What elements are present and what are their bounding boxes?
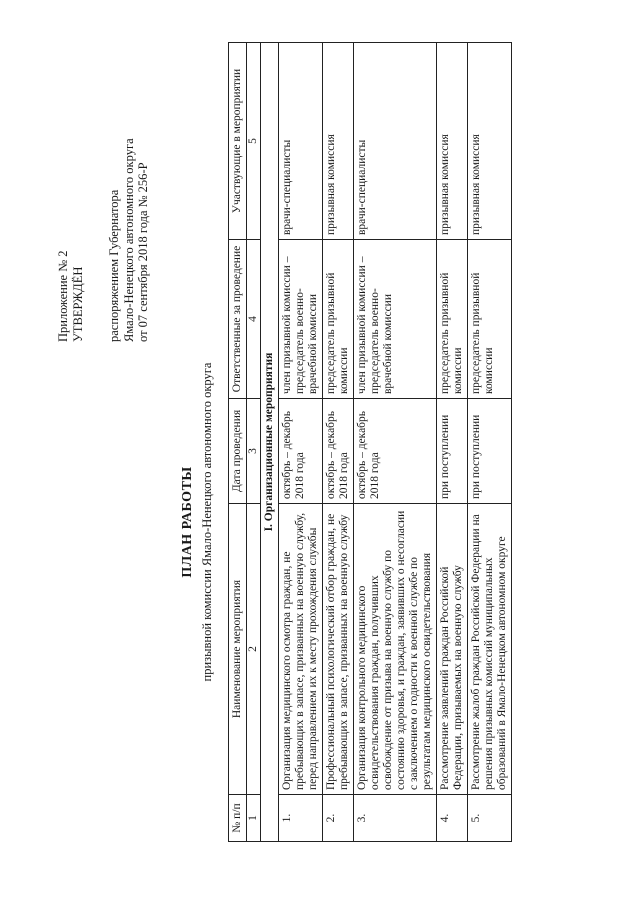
table-row <box>354 43 437 842</box>
approval-date: от 07 сентября 2018 года № 256-Р <box>136 162 150 342</box>
row-event: Рассмотрение жалоб граждан Российской Федерации на решения призывных комиссий муниципальных образований в Ямало-Ненецком автономном округе <box>468 504 512 795</box>
column-number-row <box>247 43 261 842</box>
header-date: Дата проведения <box>229 399 247 504</box>
row-event: Рассмотрение заявлений граждан Российской Федерации, призываемых на военную службу <box>437 504 468 795</box>
row-number: 4. <box>437 795 468 842</box>
row-participants: врачи-специалисты <box>354 43 437 240</box>
plan-table <box>228 42 512 842</box>
approval-region: Ямало-Ненецкого автономного округа <box>121 138 136 342</box>
col-num-2: 2 <box>247 504 261 795</box>
section-title: I. Организационные мероприятия <box>261 43 279 842</box>
col-num-4: 4 <box>247 240 261 399</box>
row-participants: призывная комиссия <box>468 43 512 240</box>
row-event: Профессиональный психологический отбор граждан, не пребывающих в запасе, призванных на военную службу <box>323 504 354 795</box>
approval-stamp <box>56 138 151 342</box>
appendix-number: Приложение № 2 <box>56 250 70 342</box>
approved-label: УТВЕРЖДЁН <box>70 266 85 342</box>
row-date: октябрь – декабрь 2018 года <box>323 399 354 504</box>
col-num-1: 1 <box>247 795 261 842</box>
col-num-5: 5 <box>247 43 261 240</box>
row-participants: призывная комиссия <box>323 43 354 240</box>
document-subtitle: призывной комиссии Ямало-Ненецкого автономного округа <box>200 362 214 682</box>
row-participants: призывная комиссия <box>437 43 468 240</box>
row-number: 5. <box>468 795 512 842</box>
document-page <box>20 22 620 882</box>
col-num-3: 3 <box>247 399 261 504</box>
row-participants: врачи-специалисты <box>279 43 323 240</box>
row-responsible: член призывной комиссии – председатель военно-врачебной комиссии <box>354 240 437 399</box>
row-date: при поступлении <box>437 399 468 504</box>
row-responsible: председатель призывной комиссии <box>468 240 512 399</box>
row-date: октябрь – декабрь 2018 года <box>279 399 323 504</box>
row-number: 3. <box>354 795 437 842</box>
table-row <box>437 43 468 842</box>
approval-order: распоряжением Губернатора <box>107 189 121 342</box>
spacer <box>85 138 107 342</box>
table-row <box>468 43 512 842</box>
section-row <box>261 43 279 842</box>
document-title: ПЛАН РАБОТЫ <box>180 466 195 578</box>
row-date: при поступлении <box>468 399 512 504</box>
row-event: Организация медицинского осмотра граждан, не пребывающих в запасе, призванных на военную службу, перед направлением их к месту прохождения службы <box>279 504 323 795</box>
header-responsible: Ответственные за проведение <box>229 240 247 399</box>
table-row <box>323 43 354 842</box>
title-block <box>180 242 215 802</box>
table-header-row <box>229 43 247 842</box>
row-number: 1. <box>279 795 323 842</box>
row-number: 2. <box>323 795 354 842</box>
row-responsible: председатель призывной комиссии <box>437 240 468 399</box>
row-date: октябрь – декабрь 2018 года <box>354 399 437 504</box>
row-responsible: председатель призывной комиссии <box>323 240 354 399</box>
table-row <box>279 43 323 842</box>
header-participants: Участвующие в мероприятии <box>229 43 247 240</box>
row-responsible: член призывной комиссии – председатель военно-врачебной комиссии <box>279 240 323 399</box>
header-event: Наименование мероприятия <box>229 504 247 795</box>
row-event: Организация контрольного медицинского освидетельствования граждан, получивших освобождение от призыва на военную службу по состоянию здоровья, и граждан, заявивших о несогласии с заключением о годности к военной службе по результатам медицинского освидетельствования <box>354 504 437 795</box>
header-number: № п/п <box>229 795 247 842</box>
